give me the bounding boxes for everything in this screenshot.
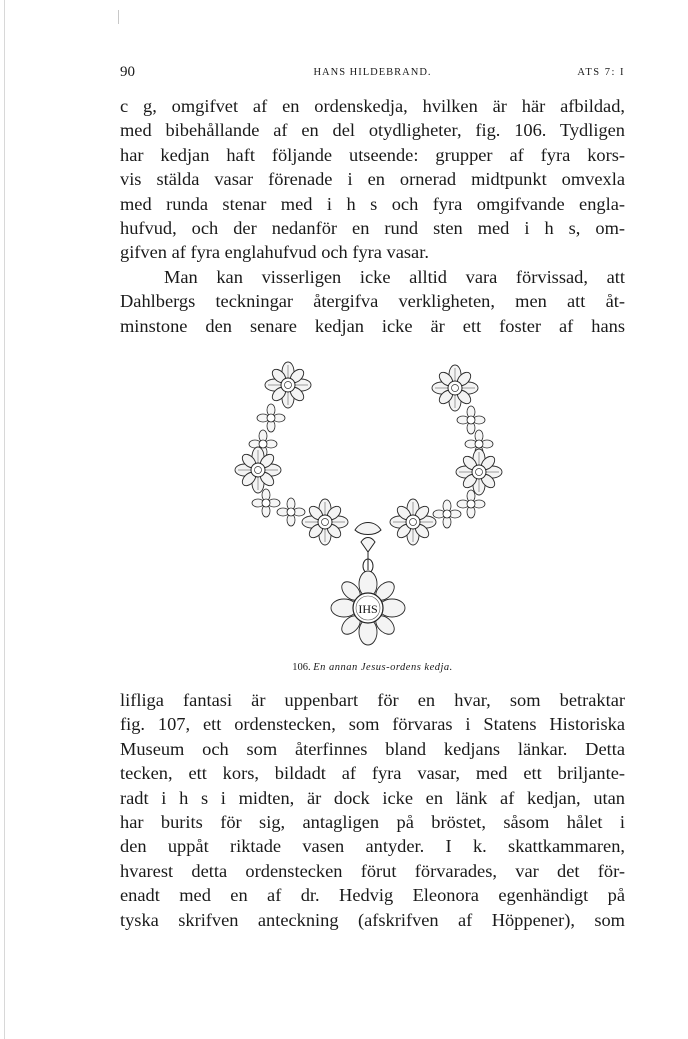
scan-edge-top bbox=[118, 10, 119, 24]
text-line: har burits för sig, antagligen på bröstet, såsom hålet i bbox=[120, 811, 625, 832]
page-number: 90 bbox=[120, 64, 135, 80]
running-header bbox=[120, 64, 625, 84]
text-line: den uppåt riktade vasen antyder. I k. skattkammaren, bbox=[120, 836, 625, 857]
chain-illustration bbox=[233, 360, 503, 650]
pendant-medallion bbox=[331, 571, 405, 645]
body-text-top bbox=[120, 94, 625, 338]
chain-links bbox=[235, 362, 502, 545]
text-line: med runda stenar med i h s och fyra omgifvande engla- bbox=[120, 193, 625, 214]
text-line: tecken, ett kors, bildadt af fyra vasar, med ett briljante- bbox=[120, 763, 625, 784]
text-line: fig. 107, ett ordenstecken, som förvaras i Statens Historiska bbox=[120, 714, 625, 735]
text-line: tyska skrifven anteckning (afskrifven af Höppener), som bbox=[120, 909, 625, 930]
figure-caption bbox=[120, 662, 625, 673]
text-line: gifven af fyra englahufvud och fyra vasar. bbox=[120, 242, 429, 263]
text-line: c g, omgifvet af en ordenskedja, hvilken är här afbildad, bbox=[120, 96, 625, 116]
chain-rosette bbox=[456, 449, 502, 495]
text-line: minstone den senare kedjan icke är ett foster af hans bbox=[120, 315, 625, 336]
figure-caption-text: En annan Jesus-ordens kedja. bbox=[313, 662, 453, 673]
chain-link bbox=[257, 404, 285, 432]
chain-link bbox=[252, 489, 280, 517]
text-line: radt i h s i midten, är dock icke en länk af kedjan, utan bbox=[120, 787, 625, 808]
text-line: hufvud, och der nedanför en rund sten med i h s, om- bbox=[120, 217, 625, 238]
scan-edge-left bbox=[4, 0, 5, 1039]
figure-number: 106. bbox=[292, 662, 311, 673]
ihs-monogram: IHS bbox=[358, 602, 378, 616]
chain-rosette bbox=[390, 499, 436, 545]
section-reference: ATS 7: I bbox=[577, 67, 625, 78]
text-line: Dahlbergs teckningar återgifva verkligheten, men att åt- bbox=[120, 291, 625, 312]
chain-rosette bbox=[265, 362, 311, 408]
text-line: har kedjan haft följande utseende: grupper af fyra kors- bbox=[120, 144, 625, 165]
chain-rosette bbox=[302, 499, 348, 545]
text-line: Man kan visserligen icke alltid vara förvissad, att bbox=[164, 266, 625, 287]
text-line: hvarest detta ordenstecken förut förvarades, var det för- bbox=[120, 860, 625, 881]
text-line: vis stälda vasar förenade i en ornerad midtpunkt omvexla bbox=[120, 169, 625, 190]
text-line: med bibehållande af en del otydligheter, fig. 106. Tydligen bbox=[120, 120, 625, 141]
text-line: enadt med en af dr. Hedvig Eleonora egenhändigt på bbox=[120, 885, 625, 906]
chain-rosette bbox=[432, 365, 478, 411]
text-line: Museum och som återfinnes bland kedjans länkar. Detta bbox=[120, 738, 625, 759]
running-title: HANS HILDEBRAND. bbox=[313, 67, 432, 78]
chain-link bbox=[457, 406, 485, 434]
body-text-bottom bbox=[120, 688, 625, 932]
chain-link bbox=[277, 498, 305, 526]
chain-rosette bbox=[235, 447, 281, 493]
chain-clasp bbox=[355, 523, 381, 574]
text-line: lifliga fantasi är uppenbart för en hvar, som betraktar bbox=[120, 690, 625, 710]
